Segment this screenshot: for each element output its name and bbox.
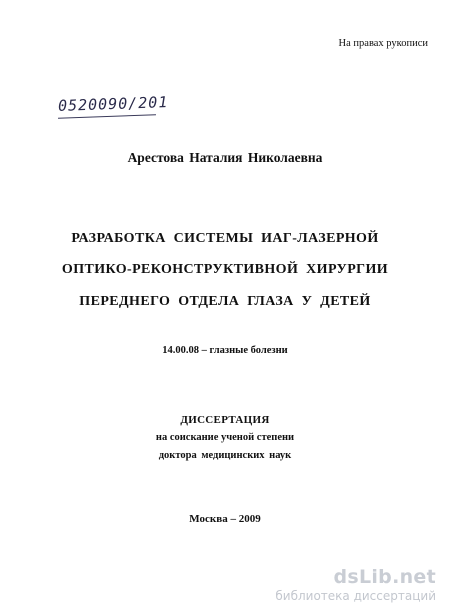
title-line-2: ОПТИКО-РЕКОНСТРУКТИВНОЙ ХИРУРГИИ xyxy=(61,262,389,277)
city-year: Москва – 2009 xyxy=(189,513,261,525)
watermark-subtitle: библиотека диссертаций xyxy=(275,589,436,603)
rights-notice: На правах рукописи xyxy=(338,38,428,49)
watermark-logo: dsLib.net xyxy=(333,566,436,588)
title-line-3: ПЕРЕДНЕГО ОТДЕЛА ГЛАЗА У ДЕТЕЙ xyxy=(79,294,371,309)
author-name: Арестова Наталия Николаевна xyxy=(127,150,323,165)
watermark xyxy=(275,566,436,603)
degree-line-2: доктора медицинских наук xyxy=(158,450,292,461)
degree-line-1: на соискание ученой степени xyxy=(155,432,295,443)
dissertation-type: ДИССЕРТАЦИЯ xyxy=(180,414,270,426)
specialty-code: 14.00.08 – глазные болезни xyxy=(162,345,288,356)
handwritten-registration-number: 0520090/201 xyxy=(57,93,169,115)
handwritten-underline xyxy=(58,114,156,118)
title-line-1: РАЗРАБОТКА СИСТЕМЫ ИАГ-ЛАЗЕРНОЙ xyxy=(71,231,379,246)
